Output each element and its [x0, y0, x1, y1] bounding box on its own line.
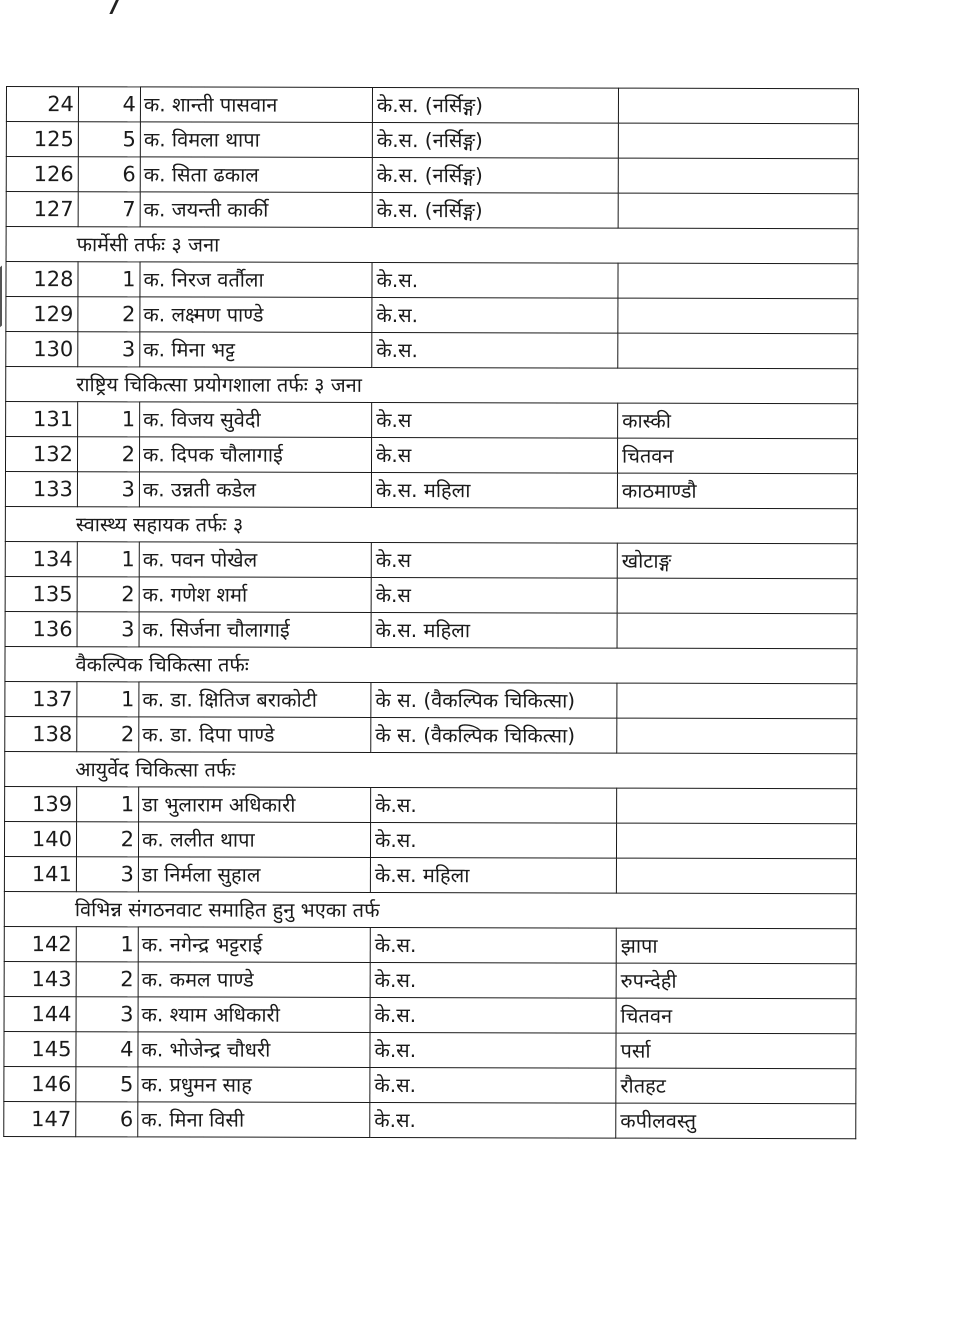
district-cell	[618, 193, 858, 229]
district-cell: खोटाङ्ग	[617, 543, 857, 579]
position-cell: के.स	[371, 437, 617, 473]
position-cell: के.स.	[370, 927, 616, 963]
table-row	[6, 262, 858, 299]
table-row	[6, 157, 858, 194]
member-name-cell: क. दिपक चौलागाई	[139, 437, 371, 473]
section-heading: स्वास्थ्य सहायक तर्फः ३	[5, 506, 857, 543]
member-name-cell: क. मिना विसी	[138, 1102, 370, 1138]
serial-number-cell: 129	[6, 297, 78, 332]
section-index-cell: 3	[78, 332, 140, 367]
serial-number-cell: 147	[4, 1101, 76, 1136]
table-row	[6, 332, 858, 369]
serial-number-cell: 141	[4, 856, 76, 891]
district-cell	[618, 298, 858, 334]
member-name-cell: क. गणेश शर्मा	[139, 577, 371, 613]
member-name-cell: क. पवन पोखेल	[139, 542, 371, 578]
position-cell: के.स.	[370, 1032, 616, 1068]
position-cell: के.स. महिला	[371, 612, 617, 648]
section-index-cell: 2	[77, 717, 139, 752]
serial-number-cell: 143	[4, 961, 76, 996]
district-cell	[617, 718, 857, 754]
section-index-cell: 2	[78, 297, 140, 332]
serial-number-cell: 134	[5, 541, 77, 576]
serial-number-cell: 140	[4, 821, 76, 856]
member-name-cell: क. भोजेन्द्र चौधरी	[138, 1032, 370, 1068]
position-cell: के.स.	[372, 262, 618, 298]
section-index-cell: 3	[76, 997, 138, 1032]
position-cell: के.स.	[370, 962, 616, 998]
section-index-cell: 1	[78, 262, 140, 297]
table-row	[4, 1101, 856, 1138]
table-row	[5, 611, 857, 648]
section-heading-row	[6, 367, 858, 404]
section-index-cell: 3	[77, 612, 139, 647]
section-index-cell: 1	[77, 787, 139, 822]
section-index-cell: 6	[78, 157, 140, 192]
section-index-cell: 4	[78, 87, 140, 122]
district-cell	[617, 683, 857, 719]
section-heading: फार्मेसी तर्फः ३ जना	[6, 227, 858, 264]
section-heading-row	[6, 227, 858, 264]
district-cell: रुपन्देही	[616, 963, 856, 999]
section-index-cell: 5	[76, 1067, 138, 1102]
serial-number-cell: 135	[5, 576, 77, 611]
district-cell: काठमाण्डौ	[617, 473, 857, 509]
table-row	[4, 856, 856, 893]
member-name-cell: क. शान्ती पासवान	[140, 87, 372, 123]
serial-number-cell: 144	[4, 996, 76, 1031]
table-row	[6, 87, 858, 124]
position-cell: के.स.	[372, 332, 618, 368]
member-name-cell: डा निर्मला सुहाल	[138, 857, 370, 893]
table-row	[4, 996, 856, 1033]
district-cell: झापा	[616, 928, 856, 964]
member-name-cell: क. मिना भट्ट	[140, 332, 372, 368]
member-name-cell: क. सिता ढकाल	[140, 157, 372, 193]
district-cell	[616, 823, 856, 859]
member-name-cell: क. जयन्ती कार्की	[140, 192, 372, 228]
table-row	[5, 786, 857, 823]
table-row	[4, 926, 856, 963]
position-cell: के.स	[372, 402, 618, 438]
section-heading: राष्ट्रिय चिकित्सा प्रयोगशाला तर्फः ३ जना	[6, 367, 858, 404]
section-index-cell: 3	[76, 857, 138, 892]
serial-number-cell: 146	[4, 1066, 76, 1101]
section-heading-row	[5, 751, 857, 788]
serial-number-cell: 128	[6, 262, 78, 297]
district-cell	[617, 578, 857, 614]
district-cell: चितवन	[617, 438, 857, 474]
position-cell: के.स.	[372, 297, 618, 333]
section-index-cell: 5	[78, 122, 140, 157]
paper-corner-mark	[91, 0, 121, 14]
member-name-cell: क. लक्ष्मण पाण्डे	[140, 297, 372, 333]
district-cell	[617, 613, 857, 649]
section-heading-row	[5, 646, 857, 683]
member-name-cell: क. ललीत थापा	[138, 822, 370, 858]
section-index-cell: 7	[78, 192, 140, 227]
section-index-cell: 4	[76, 1032, 138, 1067]
position-cell: के.स. महिला	[371, 472, 617, 508]
member-name-cell: क. डा. दिपा पाण्डे	[139, 717, 371, 753]
section-index-cell: 1	[78, 402, 140, 437]
serial-number-cell: 137	[5, 681, 77, 716]
position-cell: के.स.	[370, 997, 616, 1033]
table-row	[6, 297, 858, 334]
district-cell: पर्सा	[616, 1033, 856, 1069]
member-name-cell: क. नगेन्द्र भट्टराई	[138, 927, 370, 963]
table-row	[6, 402, 858, 439]
position-cell: के.स.	[370, 822, 616, 858]
district-cell	[618, 123, 858, 159]
table-row	[4, 1031, 856, 1068]
member-list-sheet	[3, 86, 858, 1139]
district-cell	[618, 88, 858, 124]
serial-number-cell: 145	[4, 1031, 76, 1066]
table-row	[5, 437, 857, 474]
serial-number-cell: 125	[6, 122, 78, 157]
position-cell: के.स. महिला	[370, 857, 616, 893]
member-name-cell: क. डा. क्षितिज बराकोटी	[139, 682, 371, 718]
member-name-cell: डा भुलाराम अधिकारी	[139, 787, 371, 823]
serial-number-cell: 126	[6, 157, 78, 192]
district-cell	[618, 333, 858, 369]
district-cell	[617, 788, 857, 824]
serial-number-cell: 138	[5, 716, 77, 751]
section-index-cell: 1	[76, 927, 138, 962]
section-heading-row	[4, 891, 856, 928]
member-name-cell: क. विमला थापा	[140, 122, 372, 158]
member-name-cell: क. सिर्जना चौलागाई	[139, 612, 371, 648]
serial-number-cell: 139	[5, 786, 77, 821]
serial-number-cell: 136	[5, 611, 77, 646]
district-cell: कपीलवस्तु	[616, 1103, 856, 1139]
table-row	[5, 716, 857, 753]
member-name-cell: क. कमल पाण्डे	[138, 962, 370, 998]
section-heading: विभिन्न संगठनवाट समाहित हुनु भएका तर्फ	[4, 891, 856, 928]
member-name-cell: क. निरज वर्तौला	[140, 262, 372, 298]
member-name-cell: क. उन्नती कडेल	[139, 472, 371, 508]
section-index-cell: 1	[77, 542, 139, 577]
district-cell	[616, 858, 856, 894]
position-cell: के.स. (नर्सिङ्ग)	[372, 192, 618, 228]
position-cell: के.स. (नर्सिङ्ग)	[372, 122, 618, 158]
position-cell: के स. (वैकल्पिक चिकित्सा)	[371, 717, 617, 753]
serial-number-cell: 142	[4, 926, 76, 961]
section-index-cell: 2	[77, 437, 139, 472]
section-index-cell: 1	[77, 682, 139, 717]
table-row	[5, 472, 857, 509]
table-row	[5, 576, 857, 613]
serial-number-cell: 131	[6, 402, 78, 437]
position-cell: के स. (वैकल्पिक चिकित्सा)	[371, 682, 617, 718]
section-heading: वैकल्पिक चिकित्सा तर्फः	[5, 646, 857, 683]
district-cell	[618, 158, 858, 194]
section-index-cell: 2	[76, 822, 138, 857]
section-index-cell: 3	[77, 472, 139, 507]
serial-number-cell: 130	[6, 332, 78, 367]
member-name-cell: क. विजय सुवेदी	[140, 402, 372, 438]
table-row	[6, 192, 858, 229]
district-cell	[618, 263, 858, 299]
member-list-body	[4, 87, 859, 1139]
table-row	[5, 541, 857, 578]
district-cell: चितवन	[616, 998, 856, 1034]
section-heading: आयुर्वेद चिकित्सा तर्फः	[5, 751, 857, 788]
table-row	[6, 122, 858, 159]
section-index-cell: 6	[76, 1102, 138, 1137]
district-cell: कास्की	[618, 403, 858, 439]
position-cell: के.स	[371, 577, 617, 613]
table-row	[4, 961, 856, 998]
position-cell: के.स. (नर्सिङ्ग)	[372, 157, 618, 193]
member-list-table	[3, 86, 859, 1139]
table-row	[4, 821, 856, 858]
section-heading-row	[5, 506, 857, 543]
section-index-cell: 2	[76, 962, 138, 997]
serial-number-cell: 127	[6, 192, 78, 227]
district-cell: रौतहट	[616, 1068, 856, 1104]
serial-number-cell: 132	[5, 437, 77, 472]
section-index-cell: 2	[77, 577, 139, 612]
table-row	[5, 681, 857, 718]
member-name-cell: क. प्रधुमन साह	[138, 1067, 370, 1103]
position-cell: के.स.	[370, 1102, 616, 1138]
position-cell: के.स. (नर्सिङ्ग)	[372, 87, 618, 123]
table-row	[4, 1066, 856, 1103]
position-cell: के.स.	[371, 787, 617, 823]
serial-number-cell: 24	[6, 87, 78, 122]
position-cell: के.स	[371, 542, 617, 578]
serial-number-cell: 133	[5, 472, 77, 507]
member-name-cell: क. श्याम अधिकारी	[138, 997, 370, 1033]
position-cell: के.स.	[370, 1067, 616, 1103]
